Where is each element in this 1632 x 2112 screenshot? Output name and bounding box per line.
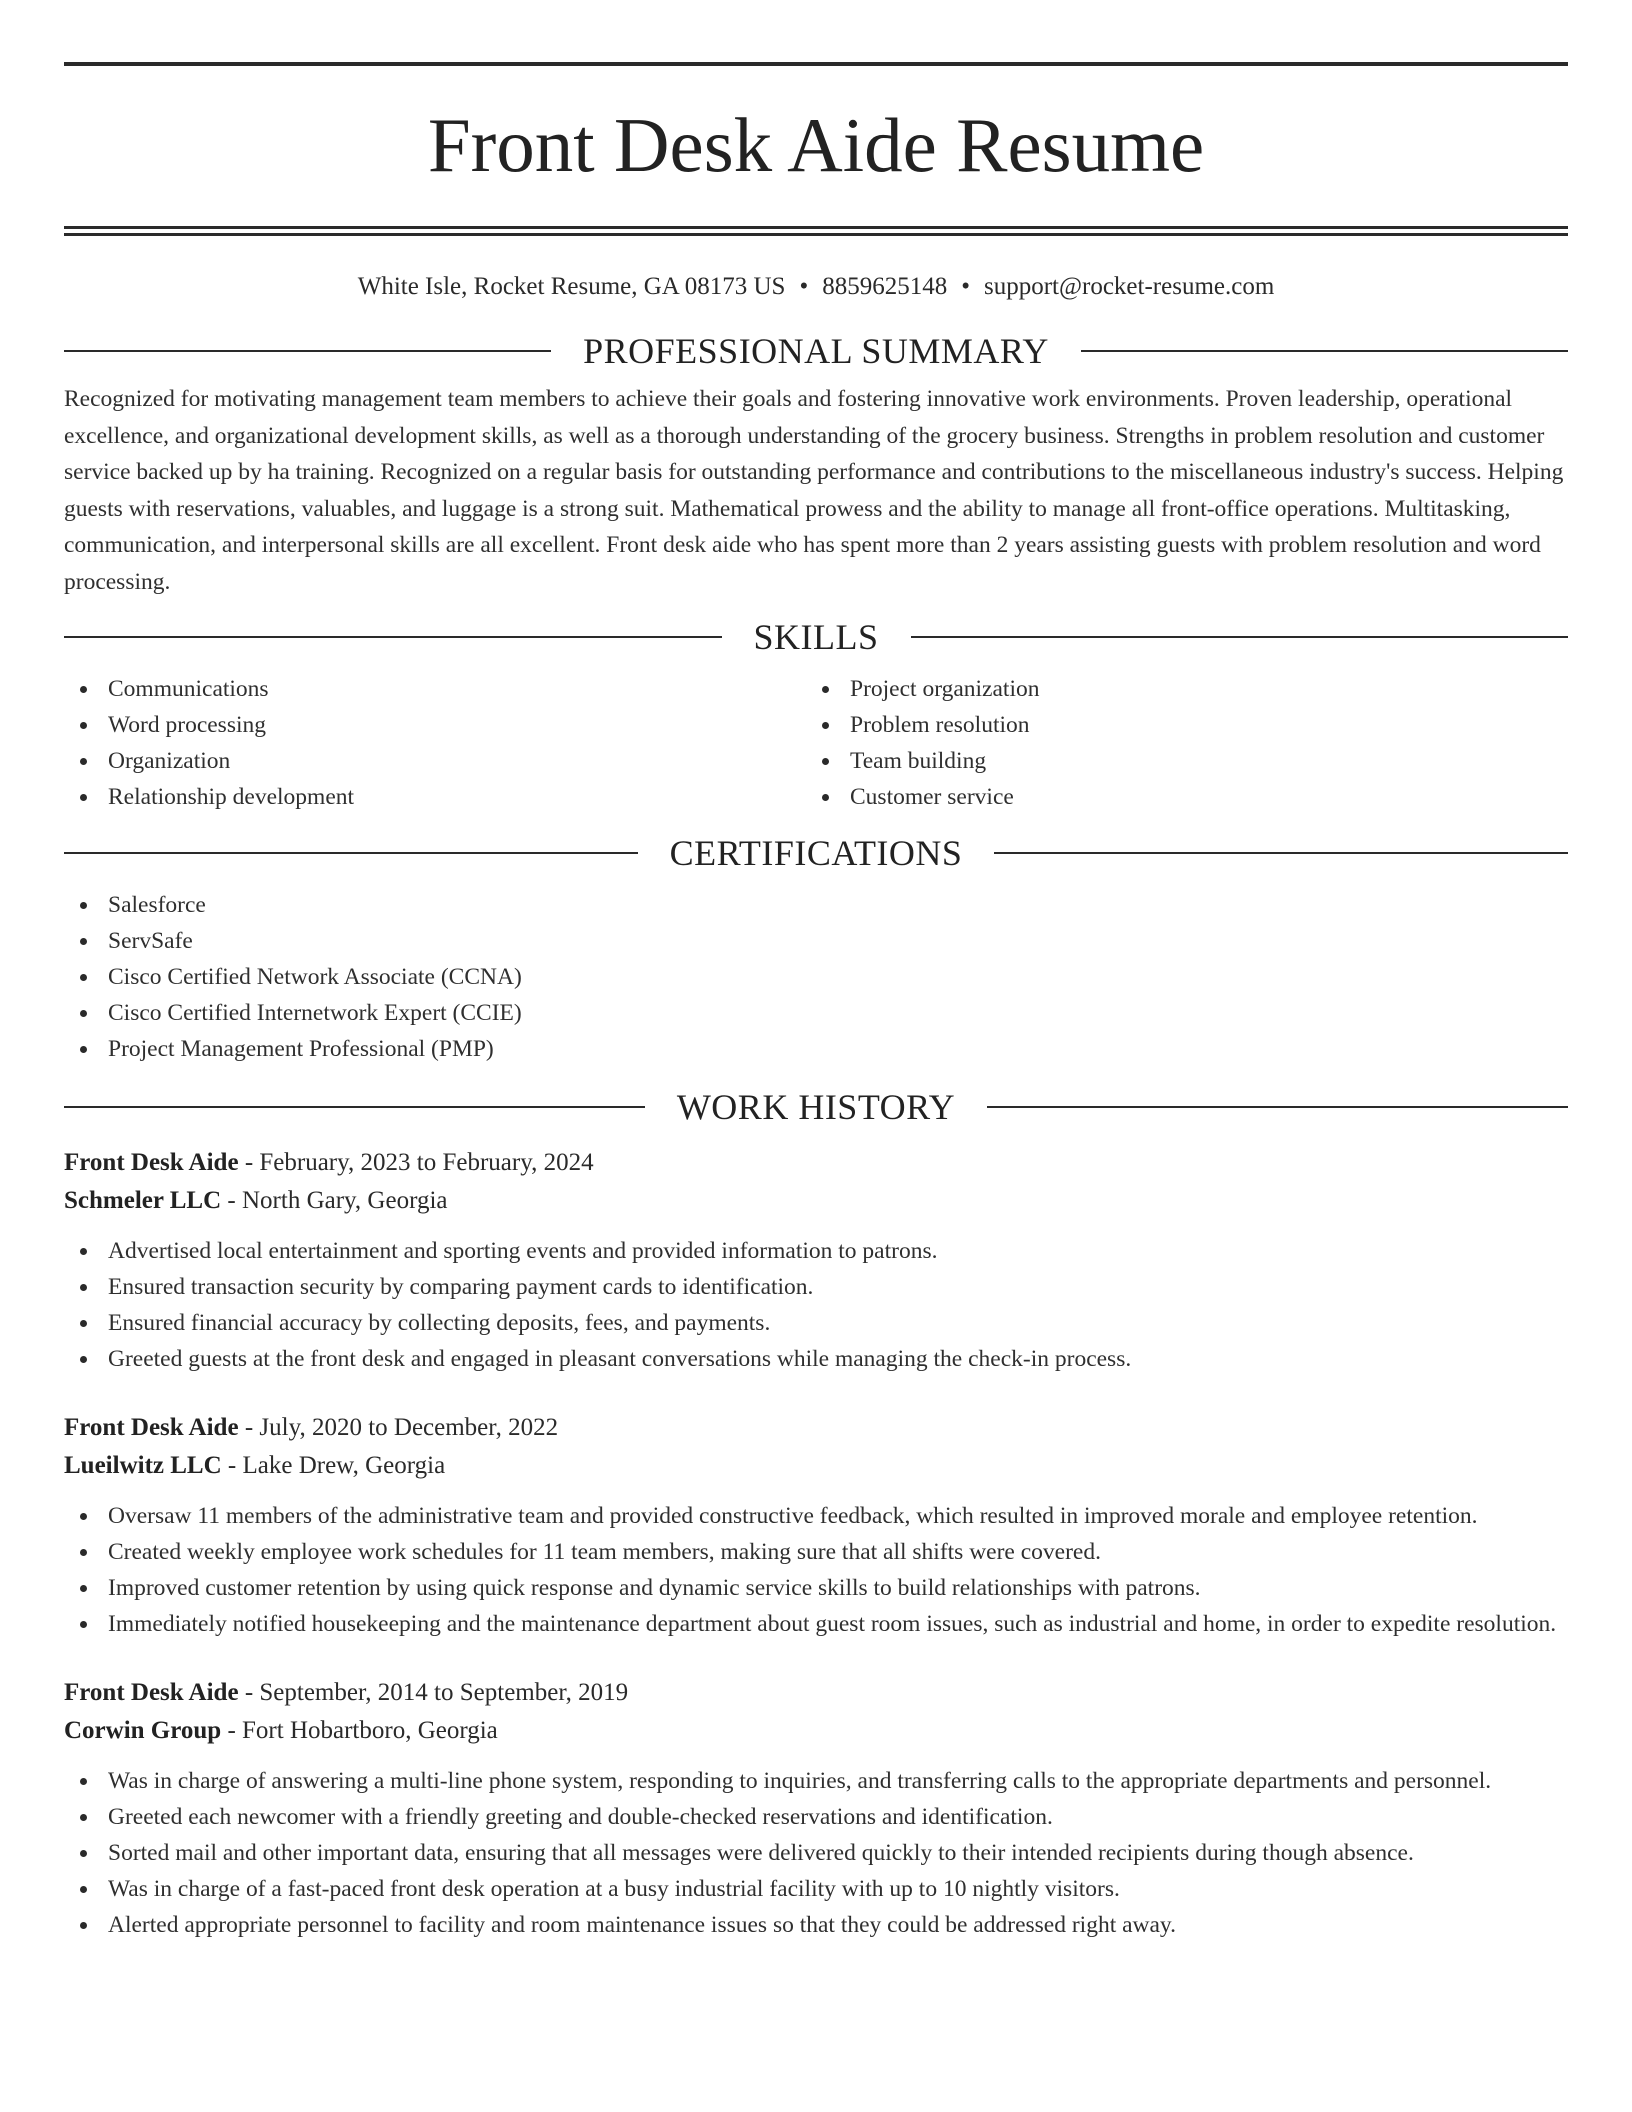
summary-heading-text: PROFESSIONAL SUMMARY — [583, 331, 1049, 371]
summary-heading — [64, 329, 1568, 373]
contact-separator: • — [799, 273, 809, 300]
job-dates: - February, 2023 to February, 2024 — [238, 1149, 594, 1176]
skill-item: Problem resolution — [806, 707, 1548, 743]
heading-rule — [1081, 350, 1568, 352]
heading-rule — [64, 1106, 645, 1108]
job-entry — [64, 1674, 1568, 1943]
certification-item: Salesforce — [64, 887, 1568, 923]
heading-rule — [911, 636, 1569, 638]
job-dates: - September, 2014 to September, 2019 — [238, 1679, 629, 1706]
job-title: Front Desk Aide — [64, 1414, 239, 1441]
job-bullet: Advertised local entertainment and sporting events and provided information to patrons. — [64, 1233, 1568, 1269]
job-entry — [64, 1144, 1568, 1377]
certifications-heading-text: CERTIFICATIONS — [669, 833, 963, 873]
contact-email: support@rocket-resume.com — [983, 273, 1275, 300]
resume-page — [64, 62, 1568, 1943]
job-bullet: Oversaw 11 members of the administrative team and provided constructive feedback, which resulted in improved morale and employee retention. — [64, 1498, 1568, 1534]
skills-list-right — [806, 671, 1548, 815]
job-title-line — [64, 1144, 1568, 1182]
job-bullet: Ensured transaction security by comparing payment cards to identification. — [64, 1269, 1568, 1305]
heading-rule — [64, 852, 638, 854]
title-double-rule — [64, 226, 1568, 236]
job-bullet: Ensured financial accuracy by collecting deposits, fees, and payments. — [64, 1305, 1568, 1341]
job-title: Front Desk Aide — [64, 1149, 239, 1176]
certifications-heading — [64, 831, 1568, 875]
job-title-line — [64, 1674, 1568, 1712]
job-title: Front Desk Aide — [64, 1679, 239, 1706]
certification-item: Cisco Certified Internetwork Expert (CCIE) — [64, 995, 1568, 1031]
work-history-heading — [64, 1085, 1568, 1129]
job-company: Lueilwitz LLC — [64, 1452, 222, 1479]
heading-rule — [994, 852, 1568, 854]
summary-text: Recognized for motivating management team members to achieve their goals and fostering innovative work environments. Proven leadership, operational excellence, and organizational development skills, as well as a thorough understanding of the grocery business. Strengths in problem resolution and customer service backed up by ha training. Recognized on a regular basis for outstanding performance and contributions to the miscellaneous industry's success. Helping guests with reservations, valuables, and luggage is a strong suit. Mathematical prowess and the ability to manage all front-office operations. Multitasking, communication, and interpersonal skills are all excellent. Front desk aide who has spent more than 2 years assisting guests with problem resolution and word processing. — [64, 386, 1564, 595]
skills-columns — [64, 671, 1568, 815]
certification-item: ServSafe — [64, 923, 1568, 959]
job-location: - Fort Hobartboro, Georgia — [221, 1717, 498, 1744]
heading-rule — [64, 636, 722, 638]
certification-item: Project Management Professional (PMP) — [64, 1031, 1568, 1067]
job-bullet: Created weekly employee work schedules for 11 team members, making sure that all shifts were covered. — [64, 1534, 1568, 1570]
job-location: - Lake Drew, Georgia — [221, 1452, 446, 1479]
job-dates: - July, 2020 to December, 2022 — [238, 1414, 559, 1441]
job-bullet: Improved customer retention by using quick response and dynamic service skills to build relationships with patrons. — [64, 1570, 1568, 1606]
job-bullet: Was in charge of a fast-paced front desk operation at a busy industrial facility with up to 10 nightly visitors. — [64, 1871, 1568, 1907]
job-company-line — [64, 1447, 1568, 1485]
job-title-line — [64, 1409, 1568, 1447]
skills-list-left — [64, 671, 806, 815]
heading-rule — [987, 1106, 1568, 1108]
skill-item: Word processing — [64, 707, 806, 743]
job-bullet: Sorted mail and other important data, ensuring that all messages were delivered quickly to their intended recipients during though absence. — [64, 1835, 1568, 1871]
skill-item: Relationship development — [64, 779, 806, 815]
certification-item: Cisco Certified Network Associate (CCNA) — [64, 959, 1568, 995]
heading-rule — [64, 350, 551, 352]
top-rule — [64, 62, 1568, 66]
skill-item: Organization — [64, 743, 806, 779]
certifications-list — [64, 887, 1568, 1067]
job-location: - North Gary, Georgia — [221, 1187, 448, 1214]
work-history-heading-text: WORK HISTORY — [676, 1087, 956, 1127]
job-company-line — [64, 1182, 1568, 1220]
contact-address: White Isle, Rocket Resume, GA 08173 US — [357, 273, 786, 300]
job-bullets — [64, 1763, 1568, 1943]
job-bullets — [64, 1498, 1568, 1642]
job-bullet: Immediately notified housekeeping and the maintenance department about guest room issues, such as industrial and home, in order to expedite resolution. — [64, 1606, 1568, 1642]
contact-line — [64, 269, 1568, 305]
job-company: Corwin Group — [64, 1717, 222, 1744]
job-bullet: Greeted each newcomer with a friendly greeting and double-checked reservations and identification. — [64, 1799, 1568, 1835]
job-company-line — [64, 1712, 1568, 1750]
skills-heading-text: SKILLS — [753, 617, 879, 657]
job-bullets — [64, 1233, 1568, 1377]
resume-title: Front Desk Aide Resume — [427, 102, 1205, 188]
contact-phone: 8859625148 — [822, 273, 948, 300]
contact-separator: • — [961, 273, 970, 300]
job-entry — [64, 1409, 1568, 1642]
skills-heading — [64, 615, 1568, 659]
skill-item: Team building — [806, 743, 1548, 779]
skill-item: Communications — [64, 671, 806, 707]
job-bullet: Greeted guests at the front desk and engaged in pleasant conversations while managing the check-in process. — [64, 1341, 1568, 1377]
job-company: Schmeler LLC — [64, 1187, 222, 1214]
skill-item: Project organization — [806, 671, 1548, 707]
job-bullet: Alerted appropriate personnel to facility and room maintenance issues so that they could be addressed right away. — [64, 1907, 1568, 1943]
job-bullet: Was in charge of answering a multi-line phone system, responding to inquiries, and transferring calls to the appropriate departments and personnel. — [64, 1763, 1568, 1799]
skill-item: Customer service — [806, 779, 1548, 815]
